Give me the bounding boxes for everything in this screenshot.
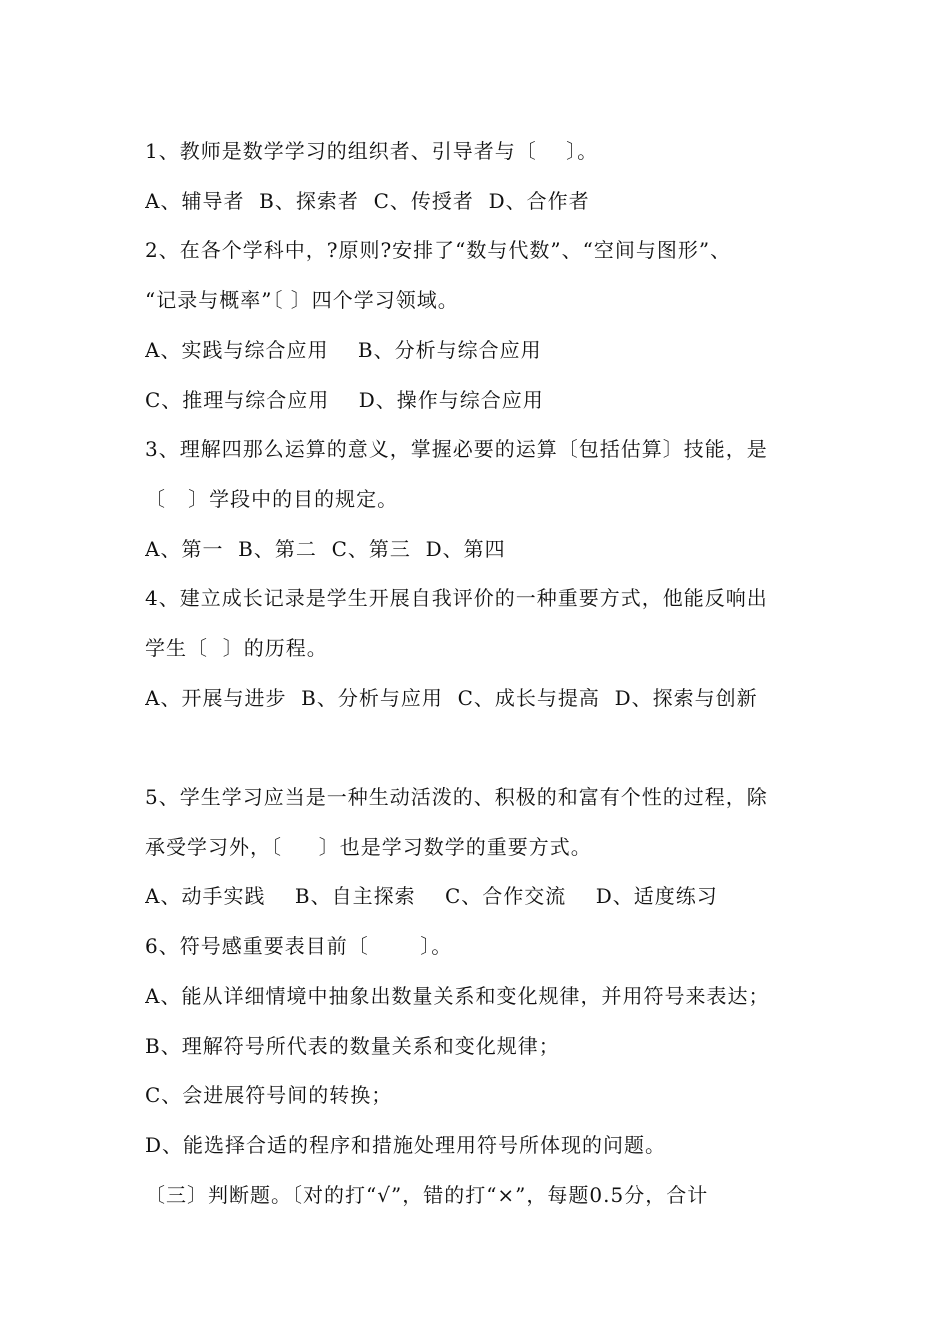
question-3-options: A、第一 B、第二 C、第三 D、第四 (145, 537, 506, 561)
question-6-stem: 6、符号感重要表目前〔 〕。 (145, 934, 453, 958)
question-3-stem-line-1: 3、理解四那么运算的意义，掌握必要的运算〔包括估算〕技能，是 (145, 437, 768, 461)
question-2-stem-line-2: “记录与概率”〔 〕四个学习领域。 (145, 288, 459, 312)
question-5-stem-line-1: 5、学生学习应当是一种生动活泼的、积极的和富有个性的过程，除 (145, 785, 768, 809)
question-6-option-c: C、会进展符号间的转换； (145, 1083, 393, 1107)
question-2-stem-line-1: 2、在各个学科中，?原则?安排了“数与代数”、“空间与图形”、 (145, 238, 732, 262)
question-4-stem-line-1: 4、建立成长记录是学生开展自我评价的一种重要方式，他能反响出 (145, 586, 768, 610)
question-2-options-cd: C、推理与综合应用 D、操作与综合应用 (145, 388, 544, 412)
question-4-stem-line-2: 学生〔 〕的历程。 (145, 636, 328, 660)
section-3-heading: 〔三〕判断题。〔对的打“√”，错的打“×”，每题0.5分，合计 (145, 1183, 709, 1207)
question-6-option-d: D、能选择合适的程序和措施处理用符号所体现的问题。 (145, 1133, 667, 1157)
question-5-options: A、动手实践 B、自主探索 C、合作交流 D、适度练习 (145, 884, 718, 908)
question-5-stem-line-2: 承受学习外，〔 〕也是学习数学的重要方式。 (145, 835, 592, 859)
question-2-options-ab: A、实践与综合应用 B、分析与综合应用 (145, 338, 542, 362)
question-6-option-a: A、能从详细情境中抽象出数量关系和变化规律，并用符号来表达； (145, 984, 770, 1008)
question-4-options: A、开展与进步 B、分析与应用 C、成长与提高 D、探索与创新 (145, 686, 758, 710)
question-1-stem: 1、教师是数学学习的组织者、引导者与〔 〕。 (145, 139, 599, 163)
question-1-options: A、辅导者 B、探索者 C、传授者 D、合作者 (145, 189, 590, 213)
question-6-option-b: B、理解符号所代表的数量关系和变化规律； (145, 1034, 560, 1058)
question-3-stem-line-2: 〔 〕学段中的目的规定。 (145, 487, 399, 511)
